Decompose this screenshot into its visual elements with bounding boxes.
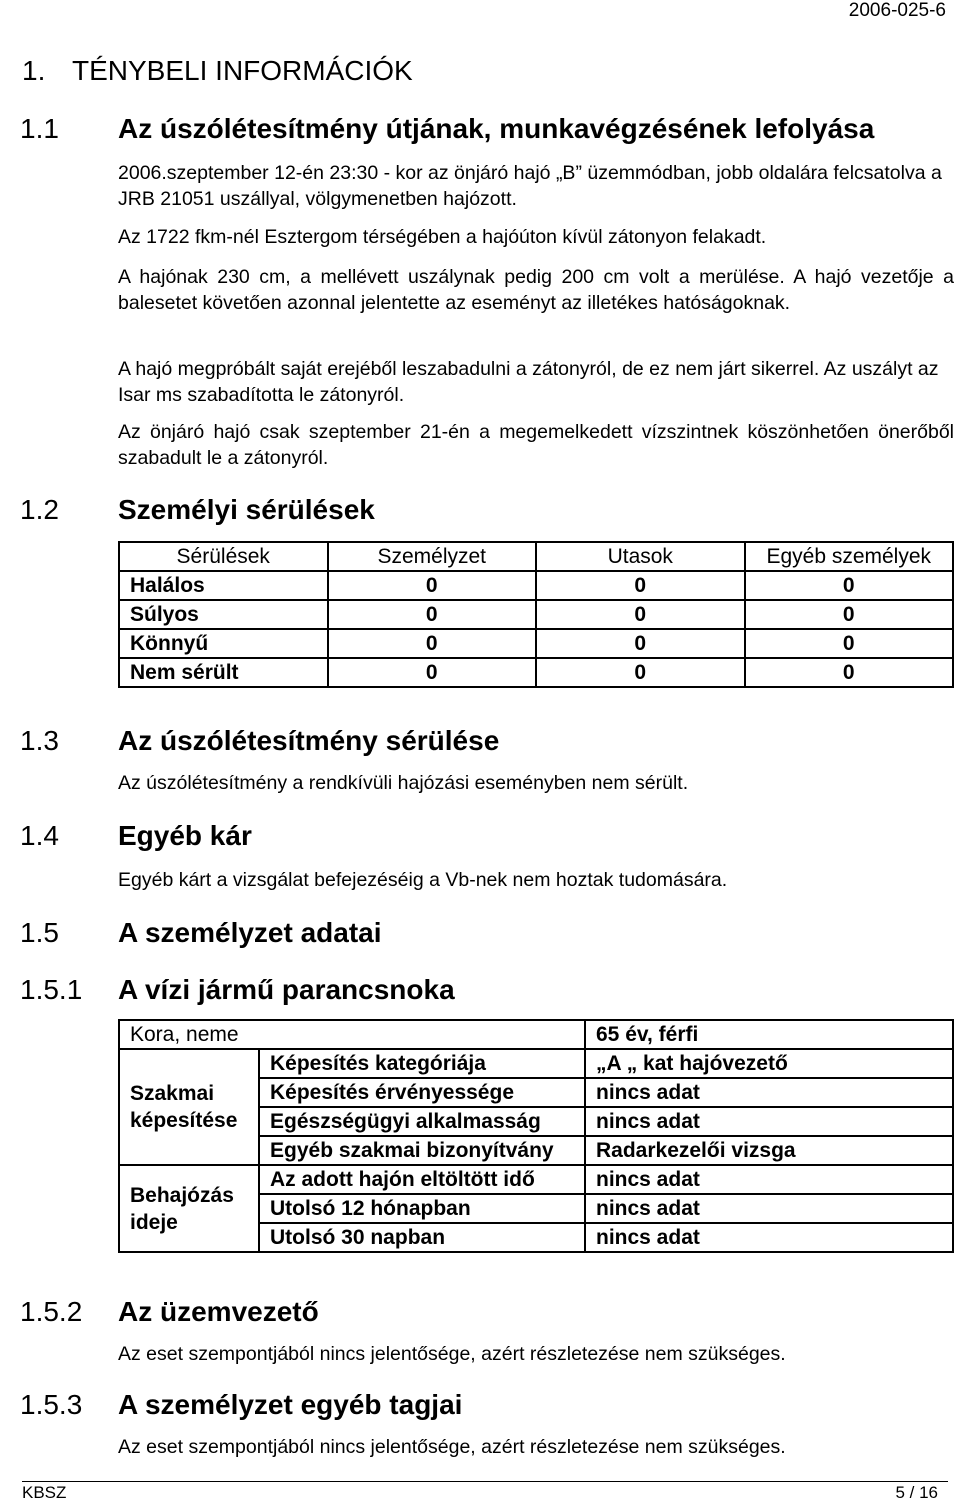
page-number: 5 / 16 (895, 1483, 938, 1502)
footer-divider (22, 1481, 948, 1482)
captain-data-table (118, 1019, 954, 1253)
table-cell: nincs adat (585, 1165, 953, 1194)
table-cell: 0 (745, 600, 954, 629)
table-cell: 0 (745, 629, 954, 658)
table-header-cell: Személyzet (328, 542, 537, 571)
paragraph: Az 1722 fkm-nél Esztergom térségében a hajóúton kívül zátonyon felakadt. (118, 226, 767, 248)
table-cell: 0 (328, 600, 537, 629)
section-number: 1. (22, 55, 46, 86)
table-cell: Az adott hajón eltöltött idő (259, 1165, 585, 1194)
table-cell: 0 (328, 658, 537, 687)
table-cell: Súlyos (119, 600, 328, 629)
section-1-5-1-heading: 1.5.1 A vízi jármű parancsnoka (20, 974, 455, 1005)
table-row (119, 658, 953, 687)
table-cell: 0 (536, 629, 745, 658)
table-cell: Szakmai képesítése (119, 1049, 259, 1165)
section-1-5-3-heading: 1.5.3 A személyzet egyéb tagjai (20, 1389, 463, 1420)
injuries-table (118, 541, 954, 688)
table-row (119, 600, 953, 629)
section-1-5-heading: 1.5 A személyzet adatai (20, 917, 382, 948)
section-1-3-heading: 1.3 Az úszólétesítmény sérülése (20, 725, 500, 756)
table-cell: 0 (536, 600, 745, 629)
table-row (119, 571, 953, 600)
table-cell: Könnyű (119, 629, 328, 658)
table-cell: Egészségügyi alkalmasság (259, 1107, 585, 1136)
table-header-cell: Sérülések (119, 542, 328, 571)
table-row (119, 1165, 953, 1194)
table-cell: nincs adat (585, 1194, 953, 1223)
table-cell: „A „ kat hajóvezető (585, 1049, 953, 1078)
table-header-cell: Egyéb személyek (745, 542, 954, 571)
section-1-2-heading: 1.2 Személyi sérülések (20, 494, 375, 525)
table-cell: Utolsó 12 hónapban (259, 1194, 585, 1223)
paragraph: Az önjáró hajó csak szeptember 21-én a megemelkedett vízszintnek köszönhetően önerőből szabadult le a zátonyról. (118, 421, 954, 469)
table-cell: Nem sérült (119, 658, 328, 687)
section-title: TÉNYBELI INFORMÁCIÓK (72, 55, 413, 86)
footer-left: KBSZ (22, 1483, 67, 1502)
table-cell: nincs adat (585, 1223, 953, 1252)
table-cell: nincs adat (585, 1107, 953, 1136)
table-cell: 0 (536, 658, 745, 687)
table-cell: 0 (745, 571, 954, 600)
table-row (119, 629, 953, 658)
table-cell: Behajózás ideje (119, 1165, 259, 1252)
table-row (119, 1049, 953, 1078)
table-cell: Képesítés kategóriája (259, 1049, 585, 1078)
table-cell: Radarkezelői vizsga (585, 1136, 953, 1165)
table-cell: 0 (536, 571, 745, 600)
paragraph: A hajó megpróbált saját erejéből leszabadulni a zátonyról, de ez nem járt sikerrel. Az uszályt az Isar ms szabadította le zátonyról. (118, 358, 939, 406)
table-cell: 0 (328, 571, 537, 600)
document-id: 2006-025-6 (848, 0, 946, 21)
table-cell: nincs adat (585, 1078, 953, 1107)
table-cell: Utolsó 30 napban (259, 1223, 585, 1252)
table-cell: 0 (745, 658, 954, 687)
paragraph: Az eset szempontjából nincs jelentősége, azért részletezése nem szükséges. (118, 1343, 786, 1365)
paragraph: Egyéb kárt a vizsgálat befejezéséig a Vb-nek nem hoztak tudomására. (118, 869, 728, 891)
table-header-row (119, 542, 953, 571)
paragraph: A hajónak 230 cm, a mellévett uszálynak pedig 200 cm volt a merülése. A hajó vezetője a balesetet követően azonnal jelentette az eseményt az illetékes hatóságoknak. (118, 266, 954, 314)
section-1-4-heading: 1.4 Egyéb kár (20, 820, 252, 851)
section-1-5-2-heading: 1.5.2 Az üzemvezető (20, 1296, 319, 1327)
table-cell: Halálos (119, 571, 328, 600)
table-cell: 0 (328, 629, 537, 658)
table-cell: 65 év, férfi (585, 1020, 953, 1049)
paragraph: Az eset szempontjából nincs jelentősége, azért részletezése nem szükséges. (118, 1436, 786, 1458)
table-cell: Egyéb szakmai bizonyítvány (259, 1136, 585, 1165)
section-1-1-heading: 1.1 Az úszólétesítmény útjának, munkavégzésének lefolyása (20, 113, 875, 144)
table-header-cell: Utasok (536, 542, 745, 571)
paragraph: Az úszólétesítmény a rendkívüli hajózási eseményben nem sérült. (118, 772, 689, 794)
section-1-heading (22, 55, 413, 87)
paragraph: 2006.szeptember 12-én 23:30 - kor az önjáró hajó „B” üzemmódban, jobb oldalára felcsatolva a JRB 21051 uszállyal, völgymenetben hajózott. (118, 162, 942, 210)
table-cell: Kora, neme (119, 1020, 585, 1049)
table-cell: Képesítés érvényessége (259, 1078, 585, 1107)
table-row (119, 1020, 953, 1049)
